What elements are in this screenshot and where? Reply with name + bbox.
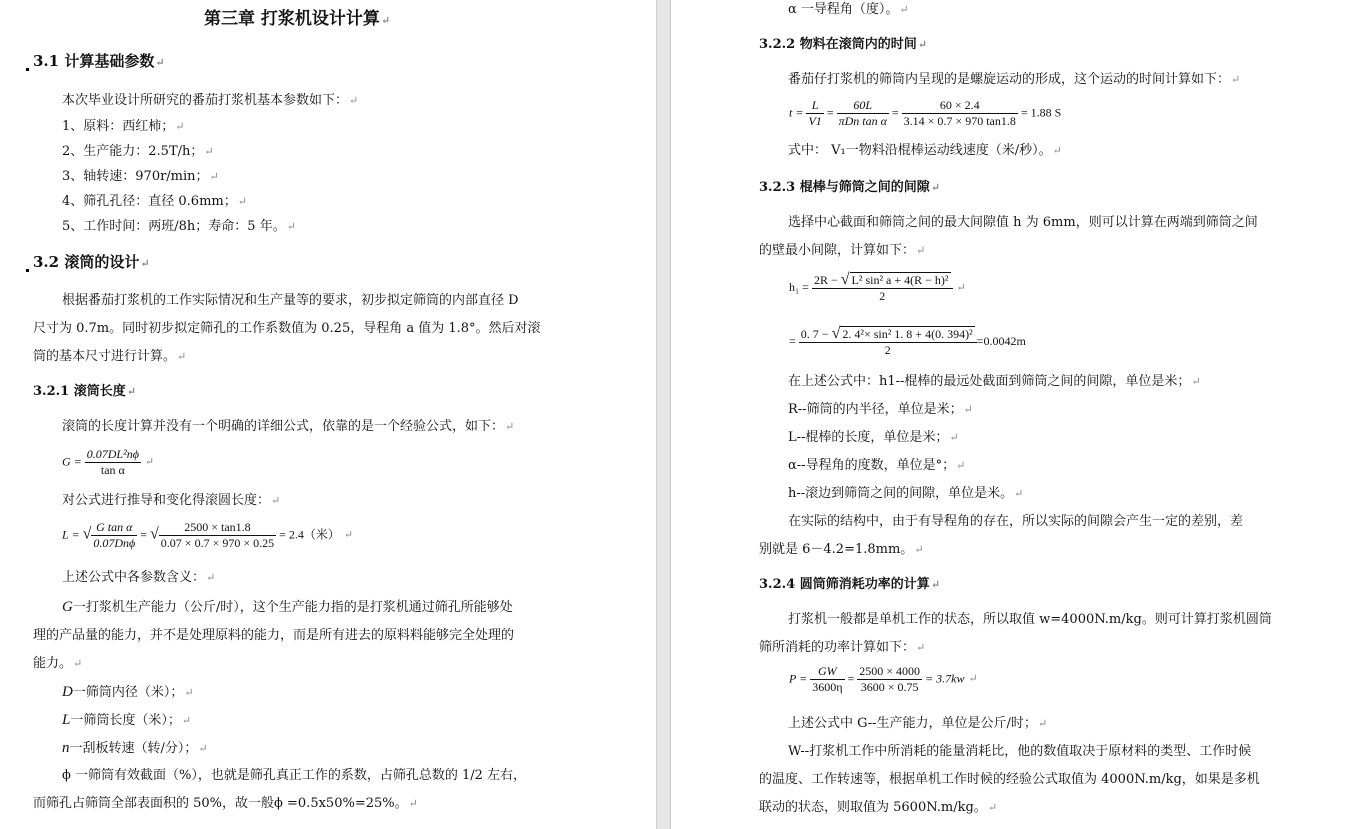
paragraph-line: 番茄仔打浆机的筛筒内呈现的是螺旋运动的形成，这个运动的时间计算如下：↵ bbox=[788, 72, 1241, 87]
paragraph-line: L--棍棒的长度，单位是米；↵ bbox=[788, 430, 959, 445]
paragraph-line: R--筛筒的内半径，单位是米；↵ bbox=[788, 402, 973, 417]
formula-t: t = $\frac{L}{V1}$ = $\frac{60L}{\text{πDn tan α}}$ = $\frac{60 \times 2.4}{3.14 \times 0.7 \times 970 \tan 1.8}$ = 1.88 S bbox=[789, 98, 1062, 128]
paragraph-line: 上述公式中 G--生产能力，单位是公斤/时；↵ bbox=[788, 716, 1048, 731]
paragraph-line: D一筛筒内径（米）；↵ bbox=[62, 684, 194, 700]
formula-h1: h₁ = $\frac{\text{2R − √ L² sin² a + 4(R − h)²}}{2}$ ↵ bbox=[789, 271, 966, 303]
heading-bullet bbox=[26, 269, 29, 272]
list-item: 5、工作时间：两班/8h；寿命：5 年。↵ bbox=[62, 219, 296, 234]
paragraph-line: W--打浆机工作中所消耗的能量消耗比，他的数值取决于原材料的类型、工作时候 bbox=[788, 744, 1252, 759]
paragraph-line: 联动的状态，则取值为 5600N.m/kg。↵ bbox=[759, 800, 998, 815]
paragraph-line: 打浆机一般都是单机工作的状态，所以取值 w=4000N.m/kg。则可计算打浆机圆筒 bbox=[788, 612, 1272, 627]
section-heading-3-2-1: 3.2.1 滚筒长度↵ bbox=[33, 384, 136, 399]
formula-l: L = √ $\frac{\text{G tan α}}{\text{0.07Dnϕ}}$ = √ $\frac{2500 \times \tan 1.8}{0.07 \times 0.7 \times 970 \times 0.25}$ = 2.4（米） ↵ bbox=[62, 520, 354, 550]
paragraph-line: 筒的基本尺寸进行计算。↵ bbox=[33, 349, 187, 364]
list-item: 4、筛孔孔径：直径 0.6mm；↵ bbox=[62, 194, 247, 209]
paragraph-line: G一打浆机生产能力（公斤/时），这个生产能力指的是打浆机通过筛孔所能够处 bbox=[62, 599, 513, 615]
paragraph-line: 尺寸为 0.7m。同时初步拟定筛孔的工作系数值为 0.25，导程角 a 值为 1.8°。然后对滚 bbox=[33, 321, 541, 336]
paragraph-line: 在上述公式中：h1--棍棒的最远处截面到筛筒之间的间隙，单位是米；↵ bbox=[788, 374, 1201, 389]
paragraph-line: 上述公式中各参数含义：↵ bbox=[62, 570, 216, 585]
paragraph-line: 筛所消耗的功率计算如下：↵ bbox=[759, 640, 926, 655]
paragraph-line: 选择中心截面和筛筒之间的最大间隙值 h 为 6mm，则可以计算在两端到筛筒之间 bbox=[788, 215, 1258, 230]
chapter-title: 第三章 打浆机设计计算↵ bbox=[204, 9, 391, 29]
paragraph-line: n一刮板转速（转/分）；↵ bbox=[62, 740, 208, 756]
paragraph-line: L一筛筒长度（米）；↵ bbox=[62, 712, 192, 728]
paragraph-line: 根据番茄打浆机的工作实际情况和生产量等的要求，初步拟定筛筒的内部直径 D bbox=[62, 293, 519, 308]
list-item: 1、原料：西红柿；↵ bbox=[62, 119, 185, 134]
section-heading-3-2-4: 3.2.4 圆筒筛消耗功率的计算↵ bbox=[759, 577, 940, 592]
paragraph-line: α 一导程角（度）。↵ bbox=[788, 2, 909, 17]
paragraph-line: 在实际的结构中，由于有导程角的存在，所以实际的间隙会产生一定的差别，差 bbox=[788, 514, 1244, 529]
paragraph-line: 对公式进行推导和变化得滚圆长度：↵ bbox=[62, 493, 281, 508]
list-item: 3、轴转速：970r/min；↵ bbox=[62, 169, 219, 184]
list-item: 2、生产能力：2.5T/h；↵ bbox=[62, 144, 214, 159]
paragraph-line: 的壁最小间隙，计算如下：↵ bbox=[759, 243, 926, 258]
paragraph: 本次毕业设计所研究的番茄打浆机基本参数如下：↵ bbox=[62, 93, 359, 108]
paragraph-line: 式中： V₁一物料沿棍棒运动线速度（米/秒）。↵ bbox=[788, 143, 1062, 158]
section-heading-3-2-2: 3.2.2 物料在滚筒内的时间↵ bbox=[759, 37, 927, 52]
paragraph-line: 别就是 6－4.2=1.8mm。↵ bbox=[759, 542, 924, 557]
formula-g: G = $\frac{\text{0.07DL²nϕ}}{\text{tan α}}$ ↵ bbox=[62, 447, 155, 477]
section-heading-3-2: 3.2 滚筒的设计↵ bbox=[33, 253, 150, 271]
section-heading-3-2-3: 3.2.3 棍棒与筛筒之间的间隙↵ bbox=[759, 180, 940, 195]
document-page-left bbox=[0, 0, 656, 829]
paragraph-line: 的温度、工作转速等，根据单机工作时候的经验公式取值为 4000N.m/kg，如果是多机 bbox=[759, 772, 1260, 787]
formula-h1-result: = $\frac{\text{0. 7 − √ 2. 4²× sin² 1. 8 + 4(0. 394)²}}{2}$ =0.0042m bbox=[789, 325, 1026, 357]
paragraph-line: h--滚边到筛筒之间的间隙，单位是米。↵ bbox=[788, 486, 1024, 501]
paragraph-line: 理的产品量的能力，并不是处理原料的能力，而是所有进去的原料料能够完全处理的 bbox=[33, 628, 515, 643]
paragraph-line: 滚筒的长度计算并没有一个明确的详细公式，依靠的是一个经验公式，如下：↵ bbox=[62, 419, 515, 434]
document-page-right bbox=[671, 0, 1348, 829]
paragraph-line: 而筛孔占筛筒全部表面积的 50%，故一般ϕ =0.5x50%=25%。↵ bbox=[33, 796, 418, 811]
paragraph-line: α--导程角的度数，单位是°；↵ bbox=[788, 458, 966, 473]
section-heading-3-1: 3.1 计算基础参数↵ bbox=[33, 52, 165, 70]
formula-p: P = $\frac{GW}{3600\eta}$ = $\frac{2500 \times 4000}{3600 \times 0.75}$ = 3.7kw ↵ bbox=[789, 664, 978, 694]
paragraph-line: ϕ 一筛筒有效截面（%），也就是筛孔真正工作的系数，占筛孔总数的 1/2 左右， bbox=[62, 768, 527, 783]
paragraph-line: 能力。↵ bbox=[33, 656, 83, 671]
page-gap bbox=[656, 0, 671, 829]
page-border bbox=[656, 0, 657, 829]
heading-bullet bbox=[26, 68, 29, 71]
